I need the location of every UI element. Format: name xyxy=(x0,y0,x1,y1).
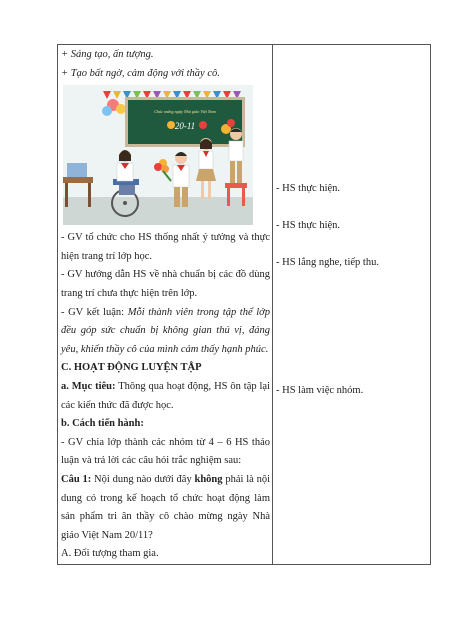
goal-paragraph xyxy=(61,378,270,415)
intro-line-1: + Sáng tạo, ấn tượng. xyxy=(61,49,154,60)
question-1-option-a: A. Đối tượng tham gia. xyxy=(61,548,159,560)
intro-line-2: + Tạo bất ngờ, cảm động với thầy cô. xyxy=(61,67,220,79)
method-label: b. Cách tiến hành: xyxy=(61,418,144,430)
student-activity-2: - HS thực hiện. xyxy=(276,220,341,231)
board-banner-text: Chúc mừng ngày Nhà giáo Việt Nam xyxy=(154,109,216,115)
question-1 xyxy=(61,471,270,545)
question-1-before: Nội dung nào dưới đây xyxy=(91,473,195,485)
goal-text: Thông qua hoạt động, HS ôn tập lại các kiến thức đã được học. xyxy=(61,380,270,411)
paragraph-teacher-guide: - GV hướng dẫn HS về nhà chuẩn bị các đồ dùng trang trí chưa thực hiện trên lớp. xyxy=(61,269,270,299)
question-1-label: Câu 1: xyxy=(61,473,92,485)
student-activity-3: - HS lắng nghe, tiếp thu. xyxy=(276,257,379,268)
paragraph-group-task: - GV chia lớp thành các nhóm từ 4 – 6 HS thảo luận và trả lời các câu hỏi trắc nghiệm sau: xyxy=(61,436,270,467)
question-1-after: phải là nội dung có trong kế hoạch tổ chức hoạt động làm sản phẩm tri ân thầy cô chào mừng ngày Nhà giáo Việt Nam 20/11? xyxy=(61,473,270,541)
conclusion-lead: - GV kết luận: xyxy=(61,306,128,318)
section-title: C. HOẠT ĐỘNG LUYỆN TẬP xyxy=(61,362,202,374)
student-activity-1: - HS thực hiện. xyxy=(276,183,341,194)
column-divider xyxy=(272,44,273,565)
paragraph-conclusion xyxy=(61,304,270,360)
board-date-text: 20-11 xyxy=(174,121,196,132)
paragraph-teacher-organize: - GV tổ chức cho HS thống nhất ý tưởng và thực hiện trang trí lớp học. xyxy=(61,232,270,262)
conclusion-text: Mỗi thành viên trong tập thể lớp đều góp sức chuẩn bị không gian thú vị, đáng yêu, khiến thầy cô của mình cảm thấy hạnh phúc. xyxy=(61,306,271,355)
question-1-emphasis: không xyxy=(194,473,223,485)
teacher-activity-column xyxy=(61,46,270,564)
student-activity-4: - HS làm việc nhóm. xyxy=(276,385,364,396)
classroom-illustration xyxy=(63,85,253,225)
goal-label: a. Mục tiêu: xyxy=(61,380,116,392)
